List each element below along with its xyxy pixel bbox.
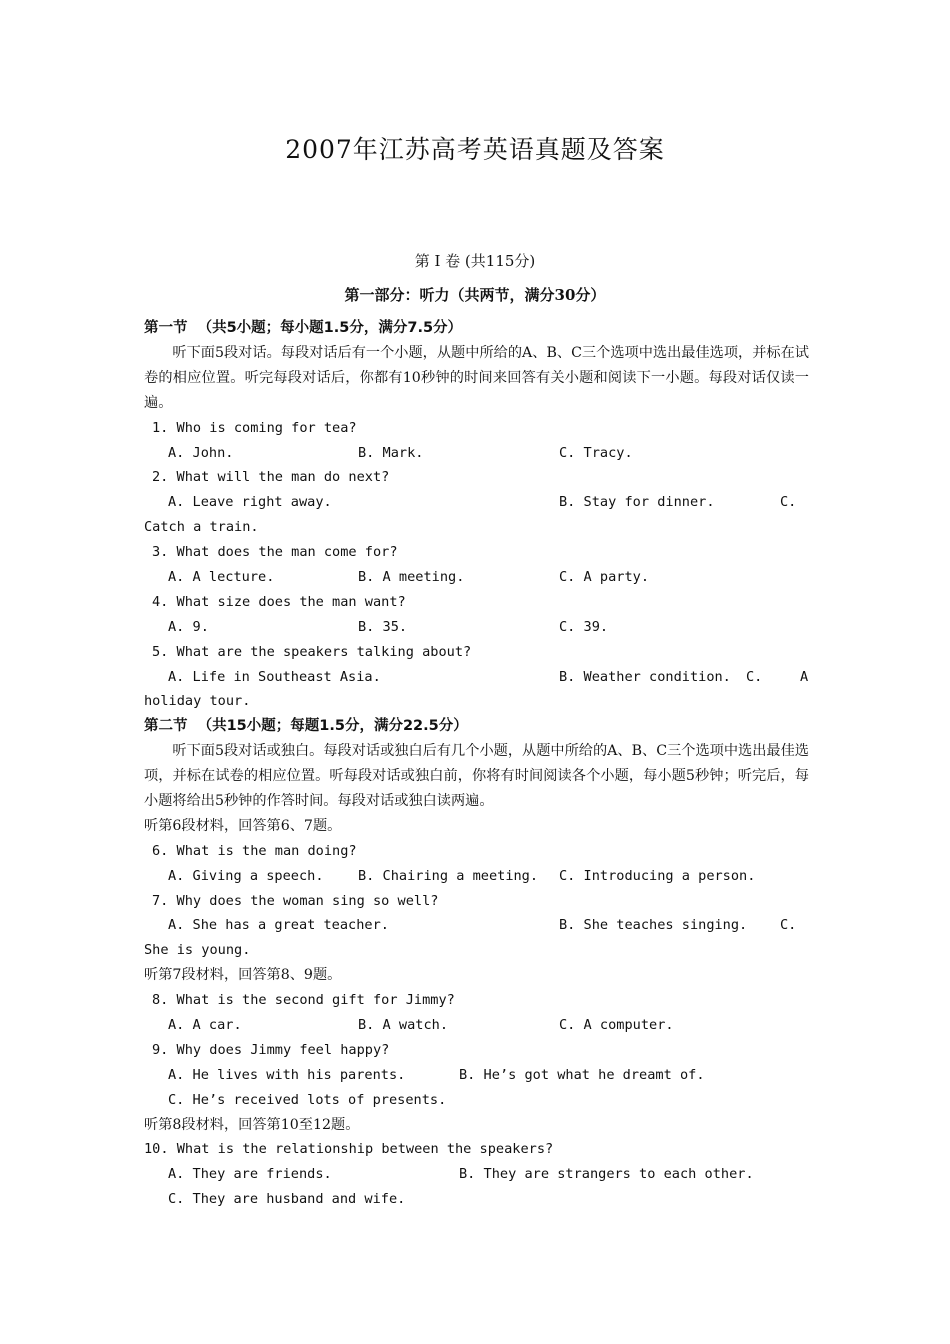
question-2-options xyxy=(144,490,809,515)
question-9: 9. Why does Jimmy feel happy? xyxy=(152,1041,390,1058)
option-c: C. Tracy. xyxy=(559,444,633,461)
part-title: 第一部分：听力（共两节，满分30分） xyxy=(344,286,606,304)
option-a: A. Giving a speech. xyxy=(168,867,324,884)
question-3-options xyxy=(144,565,809,590)
option-c: C. A computer. xyxy=(559,1017,674,1034)
question-9-options-2 xyxy=(144,1088,809,1113)
question-7-options xyxy=(144,913,809,938)
option-a: A. 9. xyxy=(168,618,209,635)
question-7: 7. Why does the woman sing so well? xyxy=(152,892,439,909)
listen-material-8: 听第8段材料，回答第10至12题。 xyxy=(144,1116,360,1133)
option-b: B. Stay for dinner. xyxy=(559,494,715,511)
option-b: B. A watch. xyxy=(358,1017,449,1034)
option-c: C. He’s received lots of presents. xyxy=(168,1091,447,1108)
option-c: C. xyxy=(746,668,763,685)
question-2: 2. What will the man do next? xyxy=(152,469,390,486)
option-c: C. xyxy=(780,917,797,934)
option-c-continued: She is young. xyxy=(144,942,251,959)
option-a: A. Life in Southeast Asia. xyxy=(168,668,381,685)
option-b: B. He’s got what he dreamt of. xyxy=(459,1066,705,1083)
volume-title: 第 I 卷 (共115分) xyxy=(414,252,536,270)
option-a: A. A car. xyxy=(168,1017,242,1034)
question-8-options xyxy=(144,1013,809,1038)
listen-material-6: 听第6段材料，回答第6、7题。 xyxy=(144,817,342,834)
option-a: A. A lecture. xyxy=(168,568,275,585)
option-c: C. Introducing a person. xyxy=(559,867,756,884)
question-8: 8. What is the second gift for Jimmy? xyxy=(152,992,455,1009)
option-c: C. They are husband and wife. xyxy=(168,1191,406,1208)
option-c-word: A xyxy=(800,668,809,685)
option-a: A. He lives with his parents. xyxy=(168,1066,406,1083)
option-b: B. Chairing a meeting. xyxy=(358,867,539,884)
question-10-options xyxy=(144,1162,809,1187)
option-b: B. 35. xyxy=(358,618,408,635)
document-body xyxy=(144,316,809,1212)
question-10: 10. What is the relationship between the speakers? xyxy=(144,1141,554,1158)
question-10-options-2 xyxy=(144,1187,809,1212)
document-title: 2007年江苏高考英语真题及答案 xyxy=(285,135,665,164)
option-b: B. She teaches singing. xyxy=(559,917,748,934)
option-c: C. xyxy=(780,494,797,511)
option-c: C. A party. xyxy=(559,568,650,585)
option-c-continued: holiday tour. xyxy=(144,693,251,710)
option-b: B. Mark. xyxy=(358,444,424,461)
question-9-options xyxy=(144,1063,809,1088)
section-2-instruction: 听下面5段对话或独白。每段对话或独白后有几个小题，从题中所给的A、B、C三个选项中选出最佳选项，并标在试卷的相应位置。听每段对话或独白前，你将有时间阅读各个小题，每小题5秒钟；听完后，每小题将给出5秒钟的作答时间。每段对话或独白读两遍。 xyxy=(144,743,809,809)
section-1-title: 第一节 （共5小题；每小题1.5分，满分7.5分） xyxy=(144,320,463,336)
option-a: A. She has a great teacher. xyxy=(168,917,389,934)
option-b: B. A meeting. xyxy=(358,568,465,585)
question-5-options xyxy=(144,665,809,690)
option-b: B. They are strangers to each other. xyxy=(459,1166,754,1183)
option-c: C. 39. xyxy=(559,618,609,635)
question-5: 5. What are the speakers talking about? xyxy=(152,643,472,660)
question-6-options xyxy=(144,864,809,889)
option-a: A. John. xyxy=(168,444,234,461)
question-4: 4. What size does the man want? xyxy=(152,593,406,610)
question-1-options xyxy=(144,441,809,466)
section-1-instruction: 听下面5段对话。每段对话后有一个小题，从题中所给的A、B、C三个选项中选出最佳选项，并标在试卷的相应位置。听完每段对话后，你都有10秒钟的时间来回答有关小题和阅读下一小题。每段对话仅读一遍。 xyxy=(144,344,809,411)
option-c-continued: Catch a train. xyxy=(144,519,259,536)
listen-material-7: 听第7段材料，回答第8、9题。 xyxy=(144,967,342,984)
section-2-title: 第二节 （共15小题；每题1.5分，满分22.5分） xyxy=(144,718,468,735)
option-a: A. Leave right away. xyxy=(168,494,332,511)
question-3: 3. What does the man come for? xyxy=(152,544,398,561)
question-1: 1. Who is coming for tea? xyxy=(152,419,357,436)
question-4-options xyxy=(144,615,809,640)
option-a: A. They are friends. xyxy=(168,1166,332,1183)
question-6: 6. What is the man doing? xyxy=(152,842,357,859)
option-b: B. Weather condition. xyxy=(559,668,731,685)
